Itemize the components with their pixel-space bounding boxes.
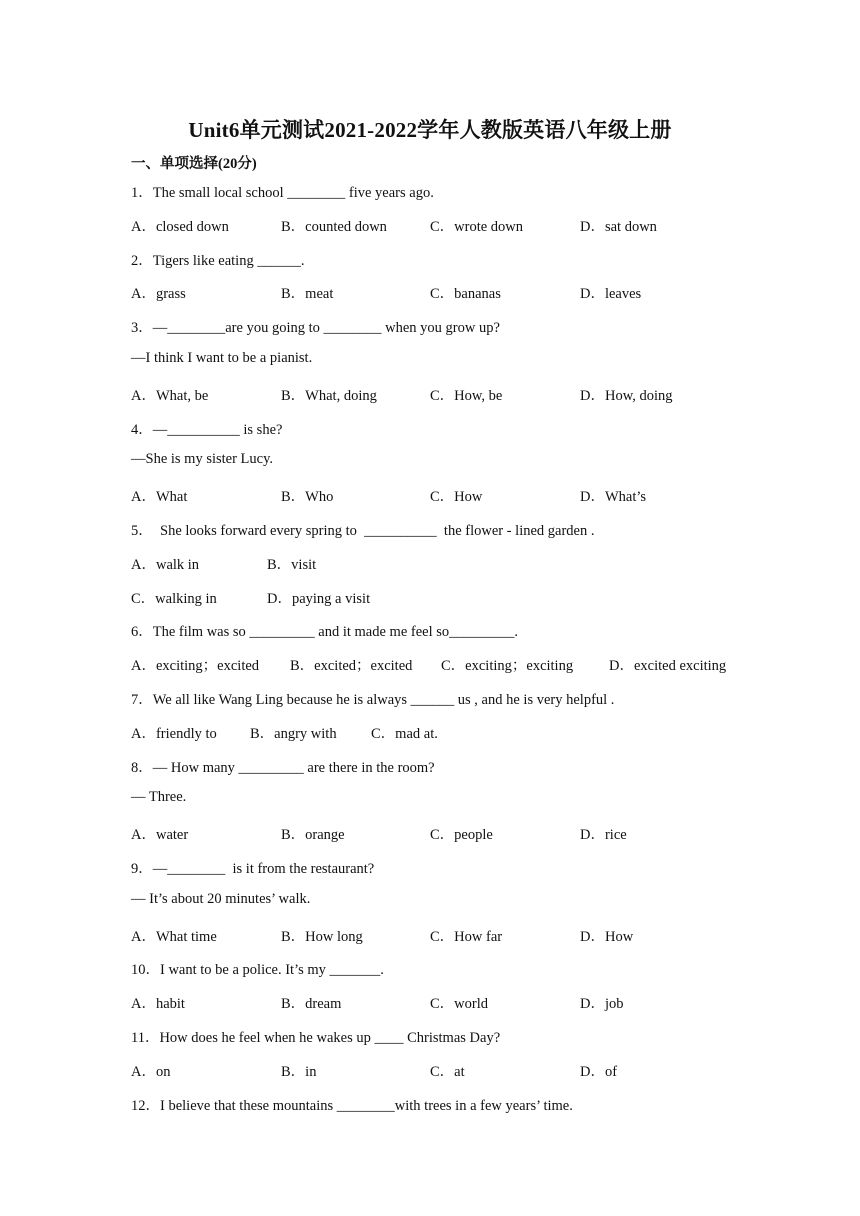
section-heading: 一、单项选择(20分)	[131, 156, 257, 172]
answer-option: B．excited；excited	[290, 658, 413, 674]
question-text: 11．How does he feel when he wakes up ____ Christmas Day?	[131, 1030, 501, 1046]
answer-option: D．sat down	[580, 219, 657, 235]
answer-option: B．dream	[281, 996, 342, 1012]
question-text: — Three.	[131, 789, 187, 805]
answer-option: C．mad at.	[371, 726, 438, 742]
question-text: —She is my sister Lucy.	[131, 451, 274, 467]
answer-option: A．What, be	[131, 388, 209, 404]
answer-option: A．friendly to	[131, 726, 217, 742]
answer-option: D．job	[580, 996, 624, 1012]
question-text: 1．The small local school ________ five years ago.	[131, 185, 434, 201]
answer-option: A．walk in	[131, 557, 200, 573]
answer-option: C．How	[430, 489, 483, 505]
question-text: 5． She looks forward every spring to __________ the flower - lined garden .	[131, 523, 595, 539]
question-text: —I think I want to be a pianist.	[131, 350, 313, 366]
answer-option: C．world	[430, 996, 488, 1012]
answer-option: B．angry with	[250, 726, 337, 742]
question-text: 3．—________are you going to ________ when you grow up?	[131, 320, 500, 336]
answer-option: D．rice	[580, 827, 627, 843]
answer-option: A．What	[131, 489, 188, 505]
answer-option: C．walking in	[131, 591, 217, 607]
answer-options-row	[131, 553, 771, 573]
answer-options-row	[131, 485, 771, 505]
question-text: 6．The film was so _________ and it made me feel so_________.	[131, 624, 519, 640]
answer-options-row	[131, 215, 771, 235]
answer-option: D．leaves	[580, 286, 642, 302]
answer-options-row	[131, 925, 771, 945]
question-text: 9．—________ is it from the restaurant?	[131, 861, 375, 877]
answer-option: A．exciting；excited	[131, 658, 260, 674]
answer-option: B．in	[281, 1064, 317, 1080]
answer-option: C．at	[430, 1064, 465, 1080]
answer-option: B．visit	[267, 557, 317, 573]
page-title: Unit6单元测试2021-2022学年人教版英语八年级上册	[188, 118, 672, 142]
question-text: 8．— How many _________ are there in the room?	[131, 760, 435, 776]
answer-option: D．How	[580, 929, 634, 945]
answer-options-row	[131, 282, 771, 302]
answer-option: D．of	[580, 1064, 618, 1080]
answer-option: A．habit	[131, 996, 185, 1012]
answer-option: A．grass	[131, 286, 186, 302]
answer-option: B．counted down	[281, 219, 387, 235]
answer-option: C．How far	[430, 929, 503, 945]
answer-option: A．on	[131, 1064, 171, 1080]
answer-option: C．How, be	[430, 388, 503, 404]
answer-options-row	[131, 384, 771, 404]
answer-option: A．What time	[131, 929, 217, 945]
answer-option: C．wrote down	[430, 219, 524, 235]
answer-options-row	[131, 992, 771, 1012]
answer-option: B．orange	[281, 827, 345, 843]
answer-option: B．meat	[281, 286, 334, 302]
answer-option: B．Who	[281, 489, 334, 505]
answer-option: C．bananas	[430, 286, 501, 302]
answer-option: C．exciting；exciting	[441, 658, 574, 674]
answer-option: C．people	[430, 827, 493, 843]
question-text: 10．I want to be a police. It’s my _______.	[131, 962, 384, 978]
answer-options-row	[131, 1060, 771, 1080]
answer-options-row	[131, 654, 771, 674]
answer-option: D．What’s	[580, 489, 647, 505]
answer-option: D．paying a visit	[267, 591, 371, 607]
answer-options-row	[131, 722, 771, 742]
question-text: — It’s about 20 minutes’ walk.	[131, 891, 311, 907]
question-text: 7．We all like Wang Ling because he is always ______ us , and he is very helpful .	[131, 692, 615, 708]
answer-option: D．How, doing	[580, 388, 673, 404]
answer-option: D．excited exciting	[609, 658, 727, 674]
answer-options-row	[131, 587, 771, 607]
answer-options-row	[131, 823, 771, 843]
answer-option: A．water	[131, 827, 189, 843]
question-text: 4．—__________ is she?	[131, 422, 283, 438]
answer-option: A．closed down	[131, 219, 229, 235]
answer-option: B．What, doing	[281, 388, 377, 404]
answer-option: B．How long	[281, 929, 363, 945]
question-text: 12．I believe that these mountains ________with trees in a few years’ time.	[131, 1098, 573, 1114]
question-text: 2．Tigers like eating ______.	[131, 253, 305, 269]
